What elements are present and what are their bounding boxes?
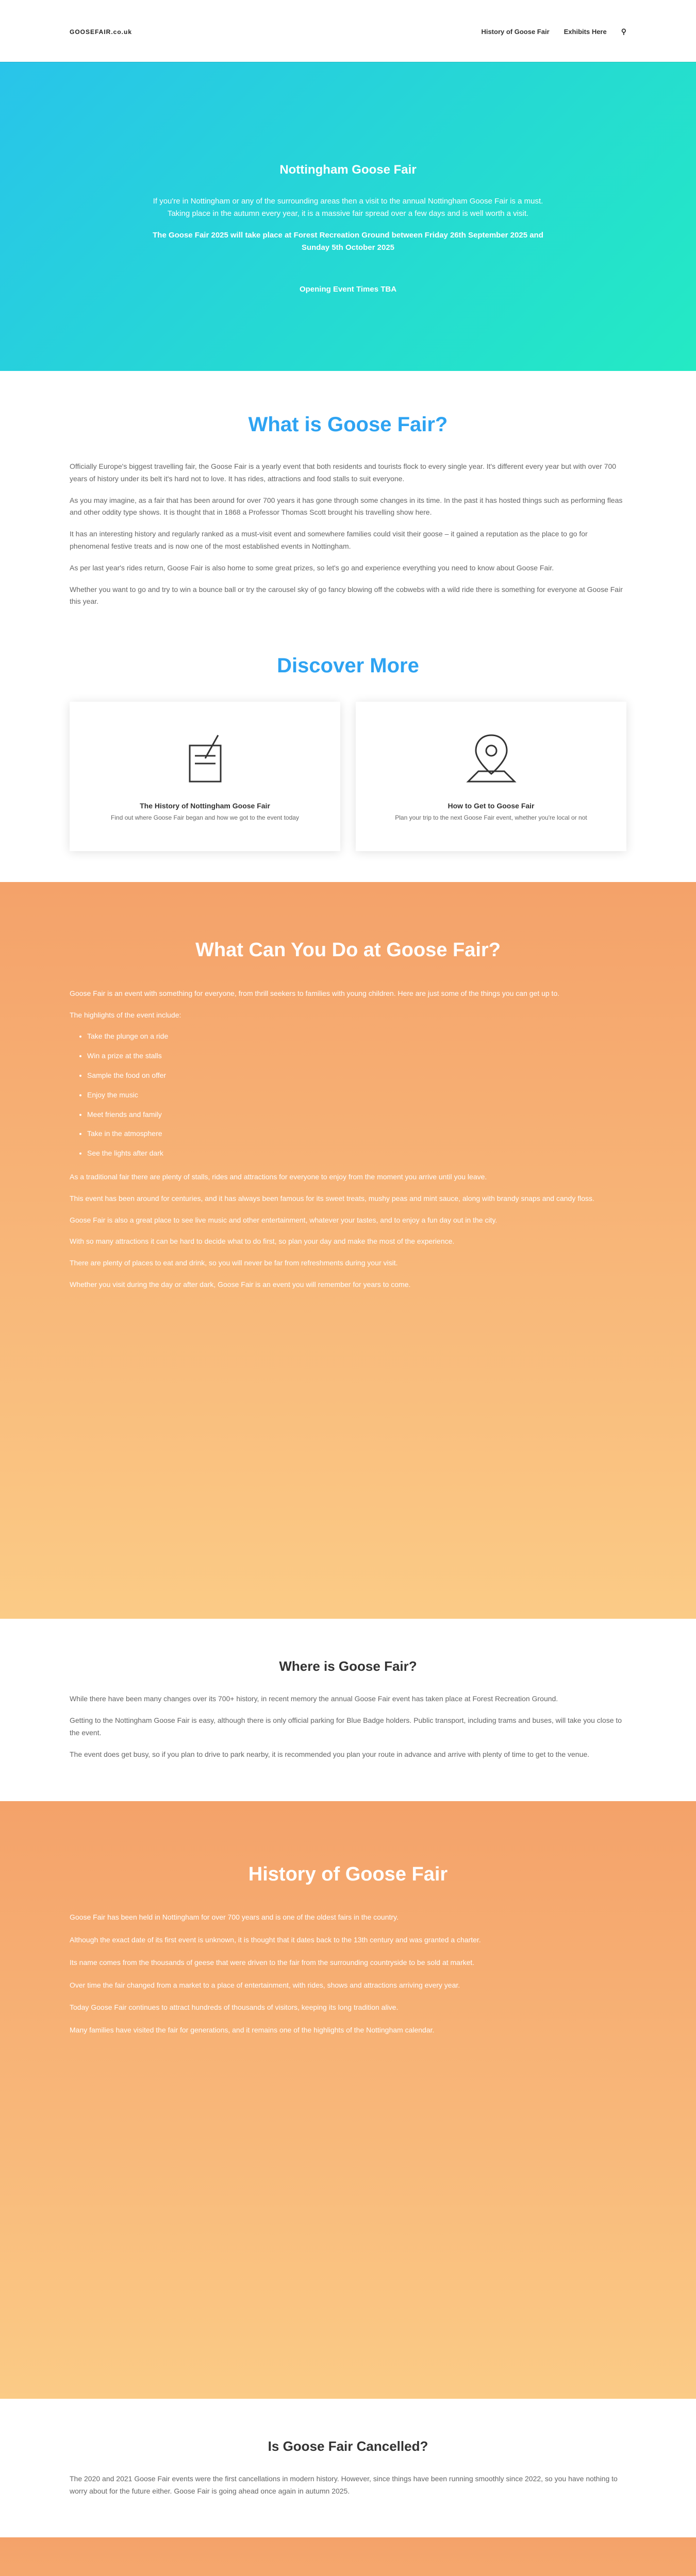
search-icon[interactable]: ⚲ (621, 27, 626, 36)
what-title: What is Goose Fair? (248, 413, 448, 436)
where-section (0, 1619, 696, 1801)
main-nav (481, 26, 626, 38)
card-title: How to Get to Goose Fair (448, 801, 535, 810)
cancelled-title: Is Goose Fair Cancelled? (268, 2438, 428, 2454)
who-section (0, 2537, 696, 2576)
cando-list-intro: The highlights of the event include: (70, 1010, 181, 1019)
what-para: As per last year's rides return, Goose Fair is also home to some great prizes, so let's go and experience everything you need to know about Goose Fair. (70, 563, 554, 572)
list-item: • Take in the atmosphere (87, 1128, 626, 1140)
history-para: Many families have visited the fair for generations, and it remains one of the highlights of the Nottingham calendar. (70, 2026, 435, 2035)
site-logo[interactable]: GOOSEFAIR.co.uk (70, 28, 132, 36)
list-item: • Meet friends and family (87, 1109, 626, 1121)
list-item: • See the lights after dark (87, 1147, 626, 1160)
site-header (0, 0, 696, 62)
cancelled-section (0, 2399, 696, 2538)
cando-section (0, 882, 696, 1619)
history-para: Over time the fair changed from a market to a place of entertainment, with rides, shows and attractions arriving every year. (70, 1980, 460, 1989)
cando-list (87, 1030, 626, 1160)
list-item: • Sample the food on offer (87, 1070, 626, 1082)
history-para: Goose Fair has been held in Nottingham for over 700 years and is one of the oldest fairs in the country. (70, 1913, 399, 1922)
nav-item-history[interactable]: History of Goose Fair (481, 27, 550, 36)
cando-para: Whether you visit during the day or after dark, Goose Fair is an event you will remember for years to come. (70, 1280, 411, 1289)
travel-card[interactable] (356, 702, 626, 851)
cando-para: Goose Fair is also a great place to see live music and other entertainment, whatever your tastes, and to enjoy a fun day out in the city. (70, 1215, 498, 1224)
where-para: While there have been many changes over its 700+ history, in recent memory the annual Goose Fair event has taken place at Forest Recreation Ground. (70, 1694, 558, 1703)
hero-intro: If you're in Nottingham or any of the surrounding areas then a visit to the annual Nottingham Goose Fair is a must. Taking place in the autumn every year, it is a massive fair spread over a few days and is well worth a visit. (153, 196, 543, 218)
cancelled-text: The 2020 and 2021 Goose Fair events were the first cancellations in modern history. However, since things have been running smoothly since 2022, so you have nothing to worry about for the future either. Goose Fair is going ahead once again in autumn 2025. (70, 2474, 618, 2495)
history-card[interactable] (70, 702, 340, 851)
where-para: The event does get busy, so if you plan to drive to park nearby, it is recommended you plan your route in advance and arrive with plenty of time to get to the venue. (70, 1750, 590, 1758)
what-para: Whether you want to go and try to win a bounce ball or try the carousel sky of go fancy blowing off the cobwebs with a wild ride there is something for everyone at Goose Fair this year. (70, 585, 623, 606)
cando-intro: Goose Fair is an event with something for everyone, from thrill seekers to families with young children. Here are just some of the things you can get up to. (70, 989, 560, 997)
history-title: History of Goose Fair (248, 1863, 448, 1885)
what-section (0, 371, 696, 633)
card-text: Plan your trip to the next Goose Fair event, whether you're local or not (395, 814, 587, 821)
cando-para: As a traditional fair there are plenty of stalls, rides and attractions for everyone to enjoy from the moment you arrive until you leave. (70, 1172, 487, 1181)
cando-para: There are plenty of places to eat and drink, so you will never be far from refreshments during your visit. (70, 1259, 398, 1267)
history-para: Although the exact date of its first event is unknown, it is thought that it dates back to the 13th century and was granted a charter. (70, 1935, 481, 1944)
what-para: Officially Europe's biggest travelling fair, the Goose Fair is a yearly event that both residents and tourists flock to every single year. It's different every year but with over 700 years of history under its belt it's hard not to love. It has rides, attractions and food stalls to suit everyone. (70, 462, 617, 483)
cando-para: With so many attractions it can be hard to decide what to do first, so plan your day and make the most of the experience. (70, 1237, 455, 1246)
what-para: It has an interesting history and regularly ranked as a must-visit event and somewhere families could visit their goose – it gained a reputation as the place to go for phenomenal festive treats and is now one of the most established events in Nottingham. (70, 530, 588, 550)
discover-title: Discover More (277, 654, 419, 677)
discover-section (0, 633, 696, 882)
hero-title: Nottingham Goose Fair (279, 163, 417, 177)
list-item: • Win a prize at the stalls (87, 1050, 626, 1062)
quill-scroll-icon (174, 730, 236, 787)
nav-item-exhibits[interactable]: Exhibits Here (564, 27, 607, 36)
cando-para: This event has been around for centuries, and it has always been famous for its sweet treats, mushy peas and mint sauce, along with brandy snaps and candy floss. (70, 1194, 594, 1202)
hero-dates: The Goose Fair 2025 will take place at Forest Recreation Ground between Friday 26th September 2025 and Sunday 5th October 2025 (153, 230, 543, 252)
where-para: Getting to the Nottingham Goose Fair is easy, although there is only official parking for Blue Badge holders. Public transport, including trams and buses, will take you close to the event. (70, 1716, 622, 1737)
hero-section (0, 62, 696, 371)
where-title: Where is Goose Fair? (279, 1658, 417, 1674)
cando-title: What Can You Do at Goose Fair? (195, 939, 501, 961)
card-title: The History of Nottingham Goose Fair (140, 801, 270, 810)
card-text: Find out where Goose Fair began and how we got to the event today (111, 814, 299, 821)
what-para: As you may imagine, as a fair that has been around for over 700 years it has gone through some changes in its time. In the past it has hosted things such as performing fleas and other oddity type shows. It is thought that in 1868 a Professor Thomas Scott brought his travelling show here. (70, 496, 623, 517)
map-pin-icon (460, 730, 522, 787)
list-item: • Take the plunge on a ride (87, 1030, 626, 1043)
history-para: Its name comes from the thousands of geese that were driven to the fair from the surrounding countryside to be sold at market. (70, 1958, 475, 1967)
hero-times: Opening Event Times TBA (299, 284, 397, 294)
list-item: • Enjoy the music (87, 1089, 626, 1101)
history-section (0, 1801, 696, 2399)
history-para: Today Goose Fair continues to attract hundreds of thousands of visitors, keeping its long tradition alive. (70, 2003, 399, 2012)
